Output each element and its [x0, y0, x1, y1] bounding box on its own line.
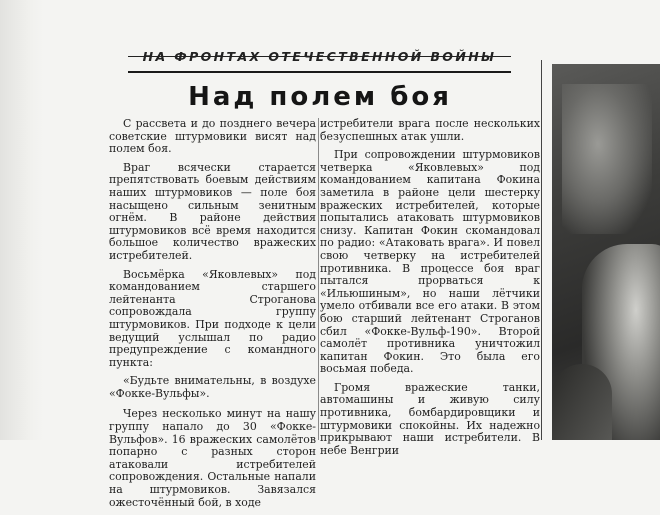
- paragraph: Через несколько минут на нашу группу напало до 30 «Фокке-Вульфов». 16 вражеских самолётов попарно с разных сторон атаковали истребителей сопровождения. Остальные напали на штурмовиков. Завязался ожесточённый бой, в ходе: [109, 407, 316, 509]
- paragraph: При сопровождении штурмовиков четверка «Яковлевых» под командованием капитана Фокина заметила в районе цели шестерку вражеских истребителей, которые попытались атаковать штурмовиков снизу. Капитан Фокин скомандовал по радио: «Атаковать врага». И повел свою четверку на истребителей противника. В процессе боя враг пытался прорваться к «Ильюшиным», но наши лётчики умело отбивали все его атаки. В этом бою старший лейтенант Строганов сбил «Фокке-Вульф-190». Второй самолёт противника уничтожил капитан Фокин. Это была его восьмая победа.: [320, 148, 540, 376]
- section-header: НА ФРОНТАХ ОТЕЧЕСТВЕННОЙ ВОЙНЫ: [142, 49, 497, 64]
- photo-sleeve: [552, 364, 612, 440]
- paragraph: С рассвета и до позднего вечера советские штурмовики висят над полем боя.: [109, 117, 316, 156]
- article-column-1: [109, 118, 316, 515]
- paragraph: Громя вражеские танки, автомашины и живую силу противника, бомбардировщики и штурмовики спокойны. Их надежно прикрывают наши истребители. В небе Венгрии: [320, 380, 540, 457]
- photo: [552, 64, 660, 440]
- photo-divider: [541, 60, 542, 440]
- paragraph: Восьмёрка «Яковлевых» под командованием старшего лейтенанта Строганова сопровождала группу штурмовиков. При подходе к цели ведущий услышал по радио предупреждение с командного пункта:: [109, 267, 316, 369]
- column-divider: [318, 118, 319, 440]
- paragraph: «Будьте внимательны, в воздухе «Фокке-Вульфы».: [109, 374, 316, 400]
- article-headline: Над полем боя: [188, 82, 452, 112]
- paragraph: Враг всячески старается препятствовать боевым действиям наших штурмовиков — поле боя насыщено сильным зенитным огнём. В районе действия штурмовиков всё время находится большое количество вражеских истребителей.: [109, 160, 316, 262]
- paragraph: истребители врага после нескольких безуспешных атак ушли.: [320, 117, 540, 143]
- header-rule: [128, 71, 511, 73]
- photo-background: [562, 84, 652, 234]
- scan-margin: [0, 0, 44, 440]
- article-column-2: [320, 118, 540, 463]
